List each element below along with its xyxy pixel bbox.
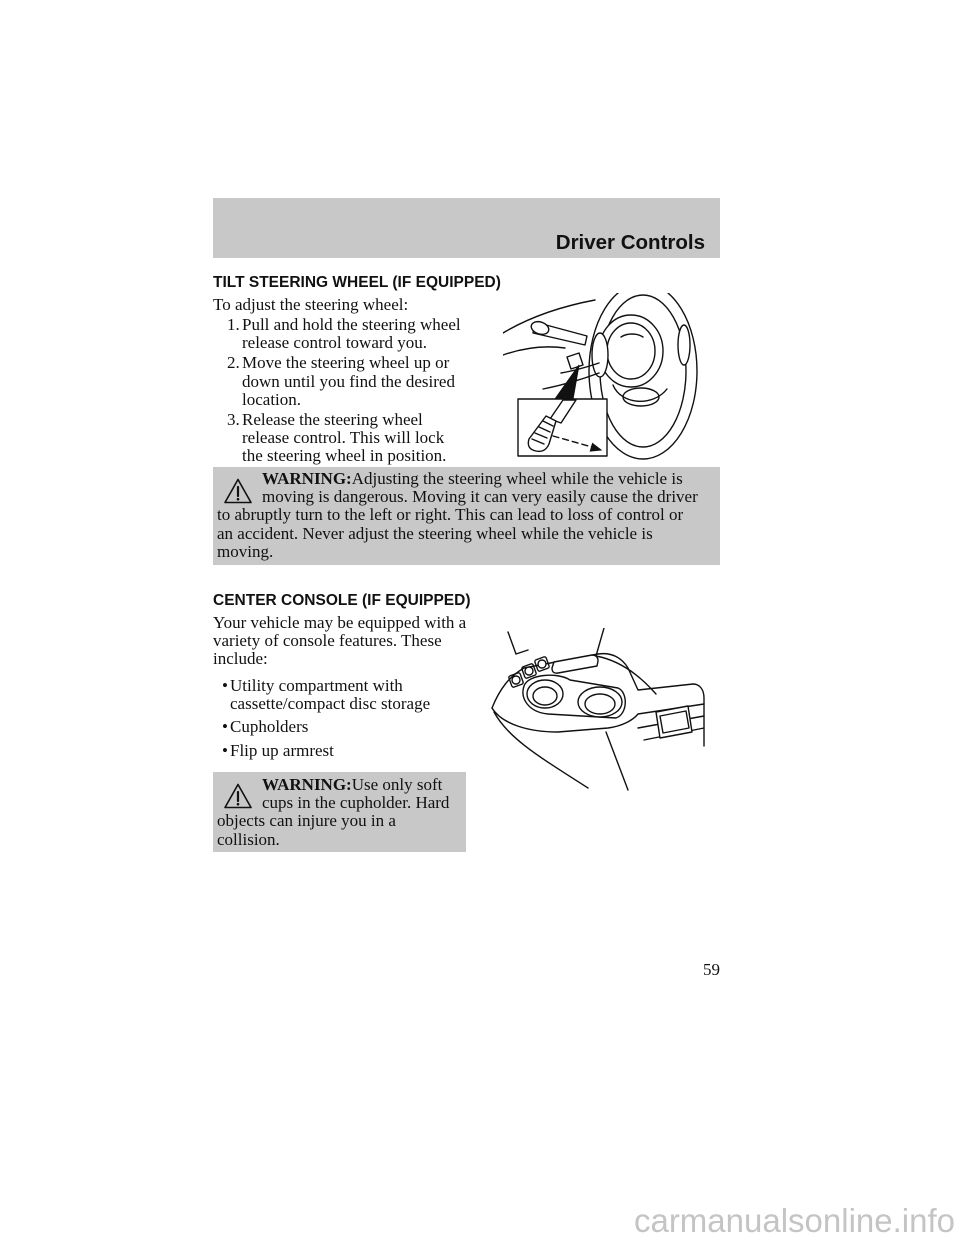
warning-label: WARNING: [262,775,352,794]
feature-line: cassette/compact disc storage [230,694,431,714]
intro-line: Your vehicle may be equipped with a [213,613,467,632]
dash-trim-right [596,628,656,694]
step-line: down until you find the desired [242,371,455,391]
step-number: 3. [227,410,240,430]
warning-line: moving. [217,541,274,561]
console-switch [525,667,533,675]
warning-text: Use only soft [351,775,443,794]
bullet: • [222,676,228,695]
storage-slot [552,655,598,673]
airbag-hub [599,315,663,387]
dash-trim-left [508,632,528,654]
cupholder-warning-box [213,772,466,852]
step-line: location. [242,389,302,409]
console-intro [213,614,466,669]
page-number: 59 [703,960,720,979]
lower-spoke-pad [623,388,659,406]
warning-line: to abruptly turn to the left or right. This can lead to loss of control or [217,505,684,525]
console-side-line [494,712,588,788]
step-item-2 [213,354,461,409]
warning-line: an accident. Never adjust the steering wheel while the vehicle is [217,523,653,543]
step-item-1 [213,316,461,352]
warning-line: objects can injure you in a [217,811,396,831]
section-header-bar [213,198,720,258]
left-thumb-grip [592,333,608,377]
warning-label: WARNING: [262,469,352,488]
bullet: • [222,740,228,760]
console-side-line [606,732,628,790]
tilt-steps-list [213,316,461,468]
tilt-steering-heading: TILT STEERING WHEEL (IF EQUIPPED) [213,274,501,291]
column-shroud-edge [503,347,565,355]
feature-line: Utility compartment with [230,676,403,695]
center-console-heading: CENTER CONSOLE (IF EQUIPPED) [213,592,471,609]
center-console-illustration [488,628,706,793]
warning-triangle-icon [224,478,252,504]
list-item [213,677,430,713]
intro-line: include: [213,649,268,669]
steering-warning-box [213,467,720,565]
warning-line [213,470,720,488]
console-feature-list [213,677,430,765]
warning-triangle-icon [224,783,252,809]
step-line: Pull and hold the steering wheel [242,315,461,334]
warning-line: moving is dangerous. Moving it can very easily cause the driver [262,487,698,507]
list-item [213,718,430,736]
bullet: • [222,717,228,737]
step-line: Release the steering wheel [242,410,423,430]
intro-line: variety of console features. These [213,631,442,651]
console-switch [538,660,546,668]
step-item-3 [213,411,461,466]
step-number: 1. [227,315,240,334]
tilt-intro: To adjust the steering wheel: [213,295,409,314]
step-number: 2. [227,353,240,373]
feature-line: Flip up armrest [230,740,334,760]
watermark: carmanualsonline.info [633,1202,955,1239]
list-item [213,742,430,760]
tilt-release-lever [567,353,583,369]
console-switch [512,676,520,684]
callout-pointer [555,365,579,399]
step-line: release control. This will lock [242,428,445,448]
warning-line: cups in the cupholder. Hard [262,793,450,813]
warning-line: collision. [217,829,280,849]
section-title: Driver Controls [555,231,705,254]
warning-text: Adjusting the steering wheel while the vehicle is [351,469,683,488]
feature-line: Cupholders [230,717,309,737]
step-line: the steering wheel in position. [242,446,447,466]
cupholder-front [527,680,563,708]
steering-wheel-illustration [503,293,700,461]
step-line: release control toward you. [242,333,428,353]
step-line: Move the steering wheel up or [242,353,450,373]
right-thumb-grip [678,325,690,365]
